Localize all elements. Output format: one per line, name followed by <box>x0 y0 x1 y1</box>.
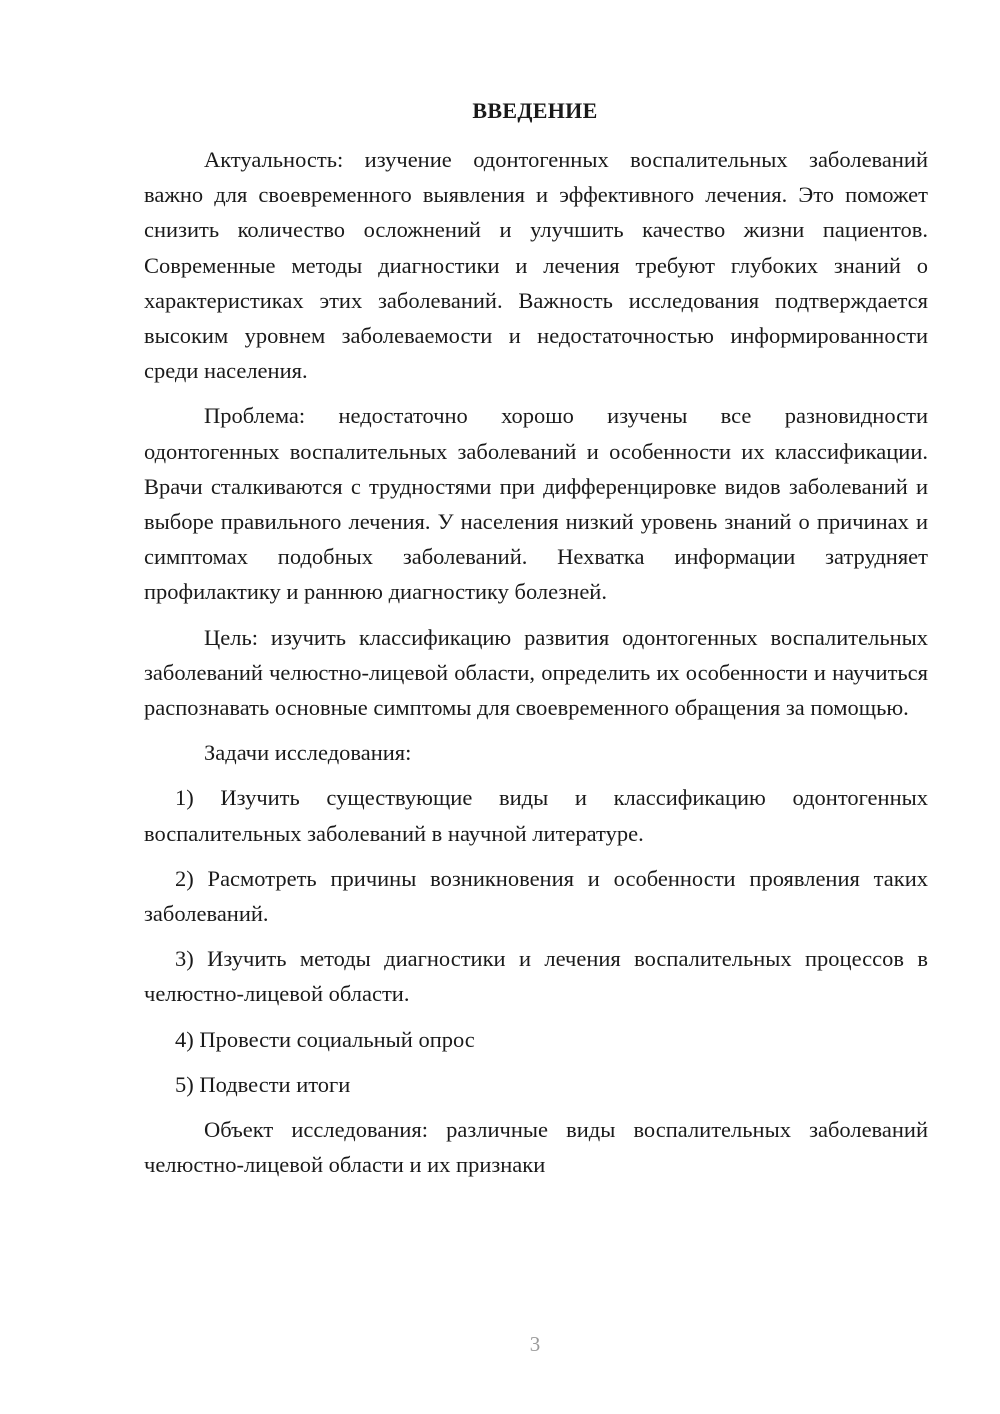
list-item: 4) Провести социальный опрос <box>175 1026 475 1052</box>
document-body <box>144 142 928 1182</box>
list-item: 1) Изучить существующие виды и классификацию одонтогенных воспалительных заболеваний в научной литературе. <box>144 785 928 846</box>
list-item: 5) Подвести итоги <box>175 1071 351 1097</box>
list-item: 2) Расмотреть причины возникновения и особенности проявления таких заболеваний. <box>144 865 928 927</box>
tasks-heading: Задачи исследования: <box>204 740 412 766</box>
paragraph-problem: Проблема: недостаточно хорошо изучены все разновидности одонтогенных воспалительных заболеваний и особенности их классификации. Врачи сталкиваются с трудностями при дифференцировке видов заболеваний и выборе правильного лечения. У населения низкий уровень знаний о причинах и симптомах подобных заболеваний. Нехватка информации затрудняет профилактику и раннюю диагностику болезней. <box>144 403 928 605</box>
paragraph-goal: Цель: изучить классификацию развития одонтогенных воспалительных заболеваний челюстно-лицевой области, определить их особенности и научиться распознавать основные симптомы для своевременного обращения за помощью. <box>144 624 928 721</box>
page-number: 3 <box>529 1332 541 1356</box>
page-title: ВВЕДЕНИЕ <box>472 98 598 123</box>
paragraph-object: Объект исследования: различные виды воспалительных заболеваний челюстно-лицевой области и их признаки <box>144 1117 928 1178</box>
paragraph-relevance: Актуальность: изучение одонтогенных воспалительных заболеваний важно для своевременного выявления и эффективного лечения. Это поможет снизить количество осложнений и улучшить качество жизни пациентов. Современные методы диагностики и лечения требуют глубоких знаний о характеристиках этих заболеваний. Важность исследования подтверждается высоким уровнем заболеваемости и недостаточностью информированности среди населения. <box>144 147 928 384</box>
tasks-list <box>144 780 928 1102</box>
list-item: 3) Изучить методы диагностики и лечения воспалительных процессов в челюстно-лицевой области. <box>144 946 928 1007</box>
